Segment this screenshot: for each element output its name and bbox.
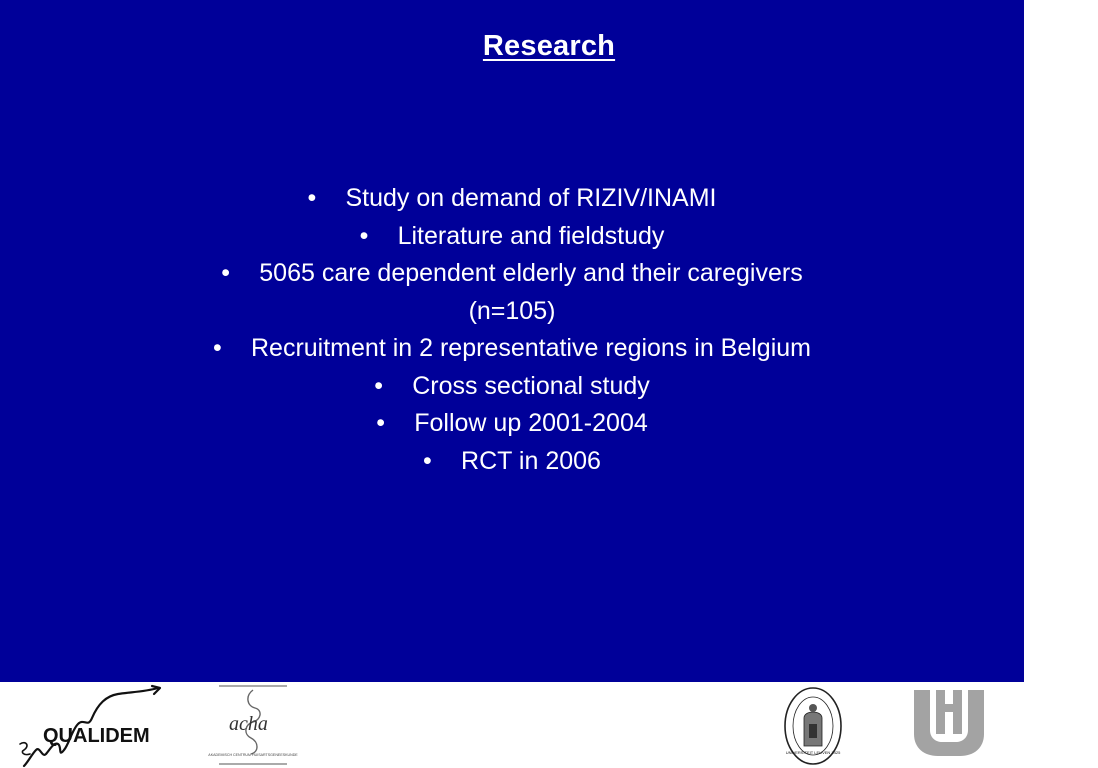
bullet-text: (n=105) (468, 296, 556, 325)
bullet-text: Study on demand of RIZIV/INAMI (345, 184, 717, 212)
bullet-glyph: • (213, 334, 222, 362)
bullet-glyph: • (221, 259, 231, 287)
bullet-text: 5065 care dependent elderly and their caregivers (259, 259, 803, 287)
qualidem-wordmark: QUALIDEM (43, 725, 150, 747)
block-emblem-logo (910, 686, 988, 758)
seal-legend: UNIVERSITEIT LEUVEN 1425 (785, 750, 841, 755)
bullet-continuation (0, 293, 1024, 331)
bullet-item (0, 255, 1024, 293)
bullet-text: Recruitment in 2 representative regions in Belgium (251, 334, 811, 362)
bullet-text: Follow up 2001-2004 (414, 409, 648, 437)
bullet-item (0, 368, 1024, 406)
university-seal-logo (782, 684, 844, 768)
bullet-glyph: • (359, 221, 369, 250)
bullet-item (0, 405, 1024, 443)
bullet-item (0, 330, 1024, 368)
bullet-item (0, 218, 1024, 256)
bullet-text: RCT in 2006 (461, 446, 601, 475)
bullet-item (0, 443, 1024, 481)
bullet-glyph: • (374, 371, 383, 400)
bullet-item (0, 180, 1024, 218)
acha-subtitle: AKADEMISCH CENTRUM HUISARTSGENEESKUNDE (208, 753, 298, 757)
bullet-glyph: • (307, 184, 317, 212)
acha-wordmark: acha (229, 713, 268, 735)
bullet-glyph: • (376, 409, 386, 437)
bullet-list (0, 180, 1024, 480)
qualidem-logo (18, 684, 168, 768)
slide-title: Research (482, 30, 616, 62)
bullet-text: Literature and fieldstudy (397, 221, 665, 250)
acha-logo (208, 684, 298, 768)
bullet-glyph: • (423, 446, 432, 475)
bullet-text: Cross sectional study (412, 371, 650, 400)
